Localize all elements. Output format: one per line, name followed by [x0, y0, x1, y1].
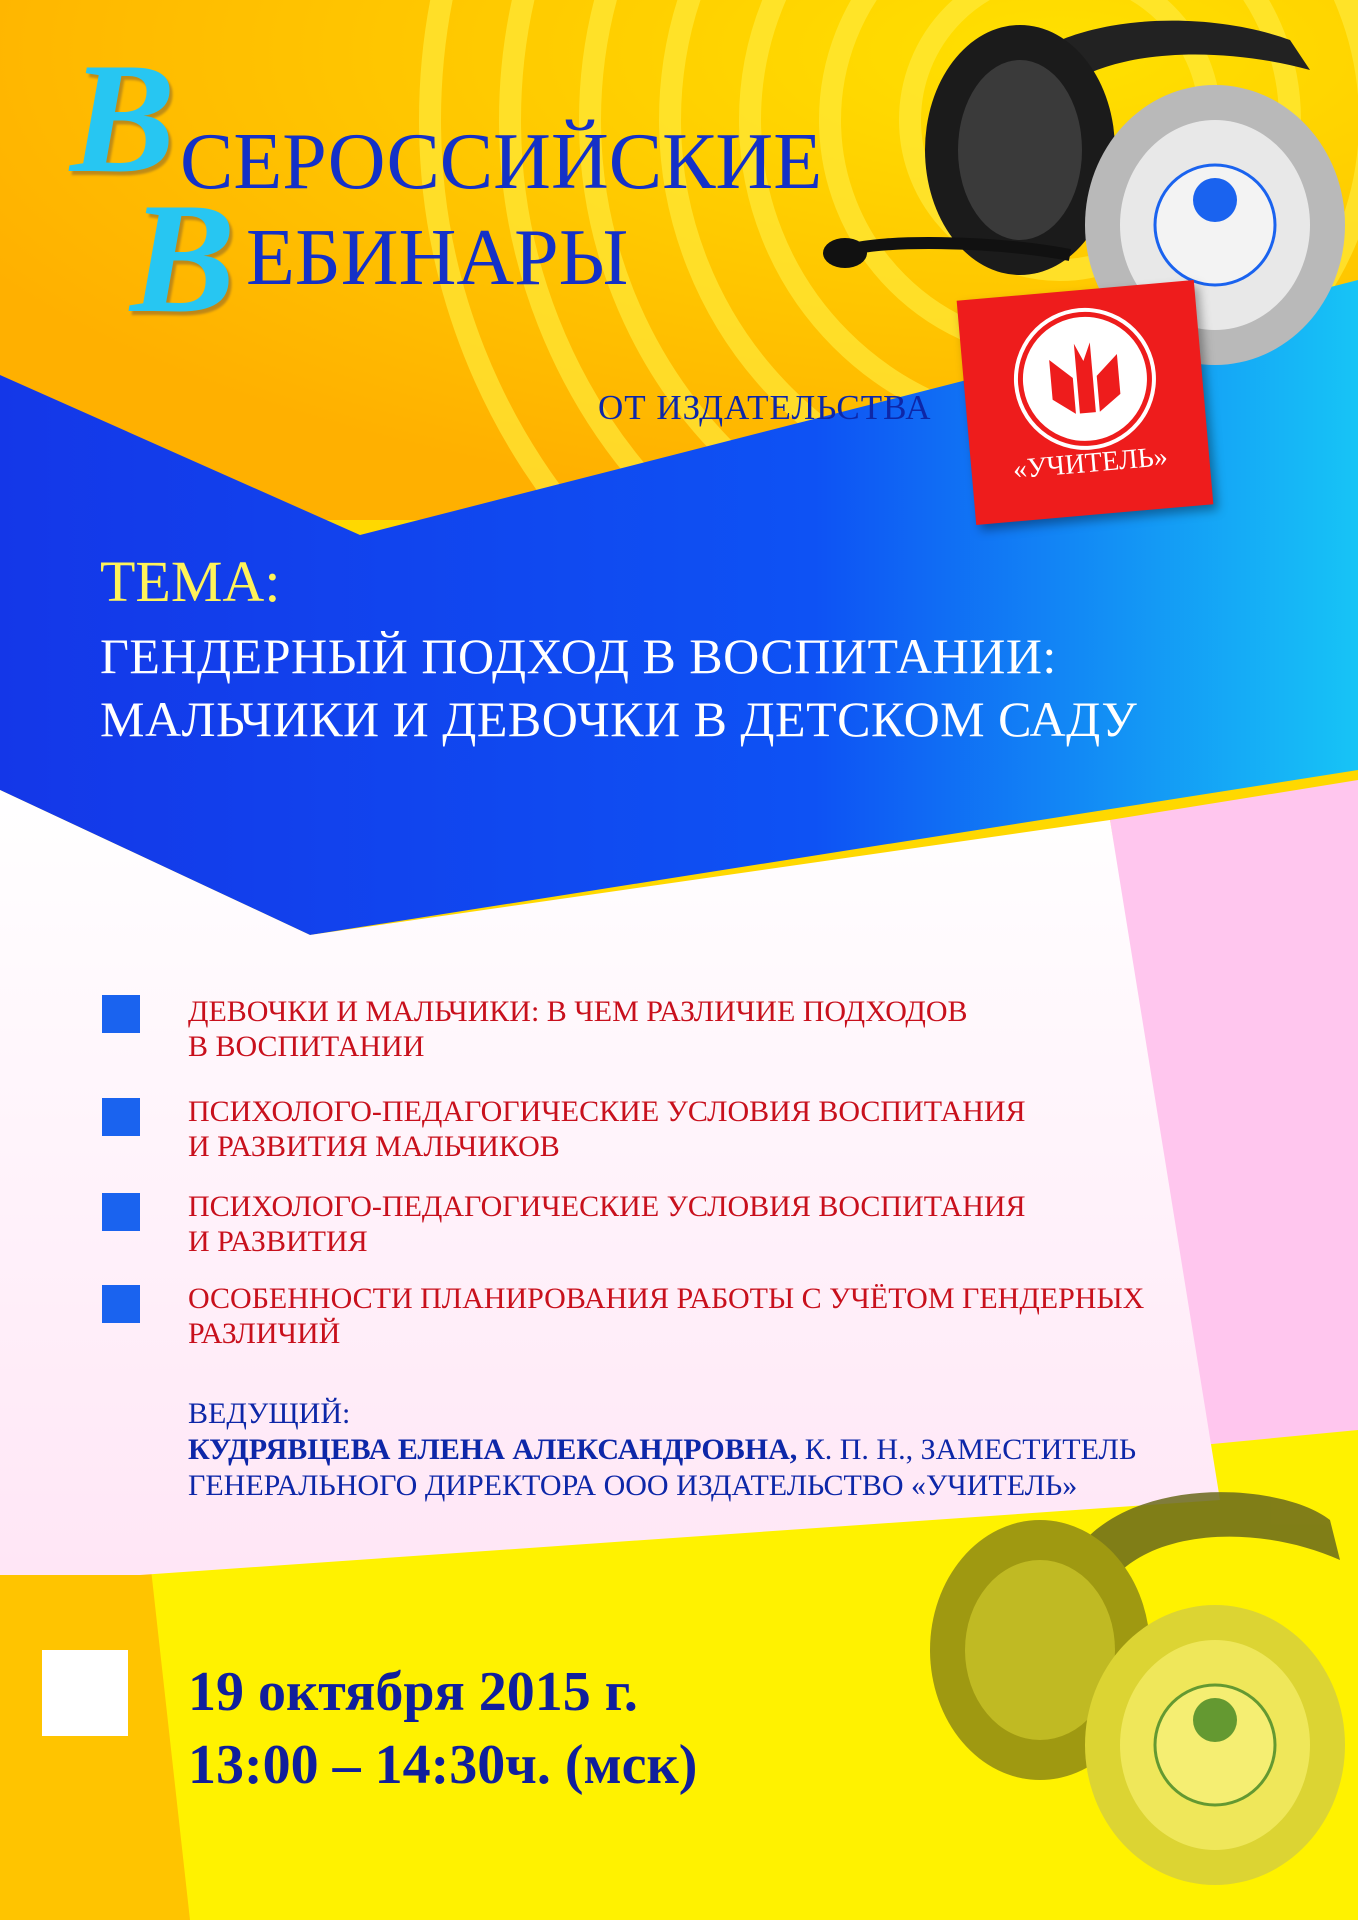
topic-item-3: ПСИХОЛОГО-ПЕДАГОГИЧЕСКИЕ УСЛОВИЯ ВОСПИТАНИЯ И РАЗВИТИЯ	[188, 1190, 1026, 1258]
topic-item-2: ПСИХОЛОГО-ПЕДАГОГИЧЕСКИЕ УСЛОВИЯ ВОСПИТАНИЯ И РАЗВИТИЯ МАЛЬЧИКОВ	[188, 1095, 1026, 1163]
title-line-2: ЕБИНАРЫ	[246, 214, 629, 302]
title-initial-1: В	[70, 31, 176, 206]
theme-label: ТЕМА:	[100, 549, 281, 614]
title-initial-2: В	[130, 171, 236, 346]
publisher-name: «УЧИТЕЛЬ»	[1011, 441, 1169, 486]
main-title	[70, 31, 950, 350]
topic-item-4: ОСОБЕННОСТИ ПЛАНИРОВАНИЯ РАБОТЫ С УЧЁТОМ ГЕНДЕРНЫХ РАЗЛИЧИЙ	[188, 1282, 1145, 1350]
theme-line-2: МАЛЬЧИКИ И ДЕВОЧКИ В ДЕТСКОМ САДУ	[100, 691, 1138, 747]
publisher-logo	[957, 280, 1214, 525]
host-label: ВЕДУЩИЙ:	[188, 1397, 351, 1430]
title-line-1: СЕРОССИЙСКИЕ	[180, 118, 823, 206]
webinar-time: 13:00 – 14:30ч. (мск)	[188, 1734, 698, 1796]
theme-line-1: ГЕНДЕРНЫЙ ПОДХОД В ВОСПИТАНИИ:	[100, 628, 1057, 684]
host-info	[188, 1396, 1218, 1504]
bullet-square-icon	[102, 1193, 140, 1231]
bullet-square-icon	[102, 995, 140, 1033]
host-title-part2: ГЕНЕРАЛЬНОГО ДИРЕКТОРА ООО ИЗДАТЕЛЬСТВО «УЧИТЕЛЬ»	[188, 1469, 1078, 1502]
bullet-square-icon	[102, 1285, 140, 1323]
bullet-square-icon	[102, 1098, 140, 1136]
webinar-date: 19 октября 2015 г.	[188, 1661, 638, 1723]
publisher-prefix: ОТ ИЗДАТЕЛЬСТВА	[598, 388, 932, 427]
topic-item-1: ДЕВОЧКИ И МАЛЬЧИКИ: В ЧЕМ РАЗЛИЧИЕ ПОДХОДОВ В ВОСПИТАНИИ	[188, 995, 968, 1063]
host-title-part1: К. П. Н., ЗАМЕСТИТЕЛЬ	[797, 1433, 1137, 1466]
book-logo-icon	[1012, 306, 1157, 451]
host-name: КУДРЯВЦЕВА ЕЛЕНА АЛЕКСАНДРОВНА,	[188, 1433, 798, 1466]
host-name-line	[188, 1432, 1218, 1468]
